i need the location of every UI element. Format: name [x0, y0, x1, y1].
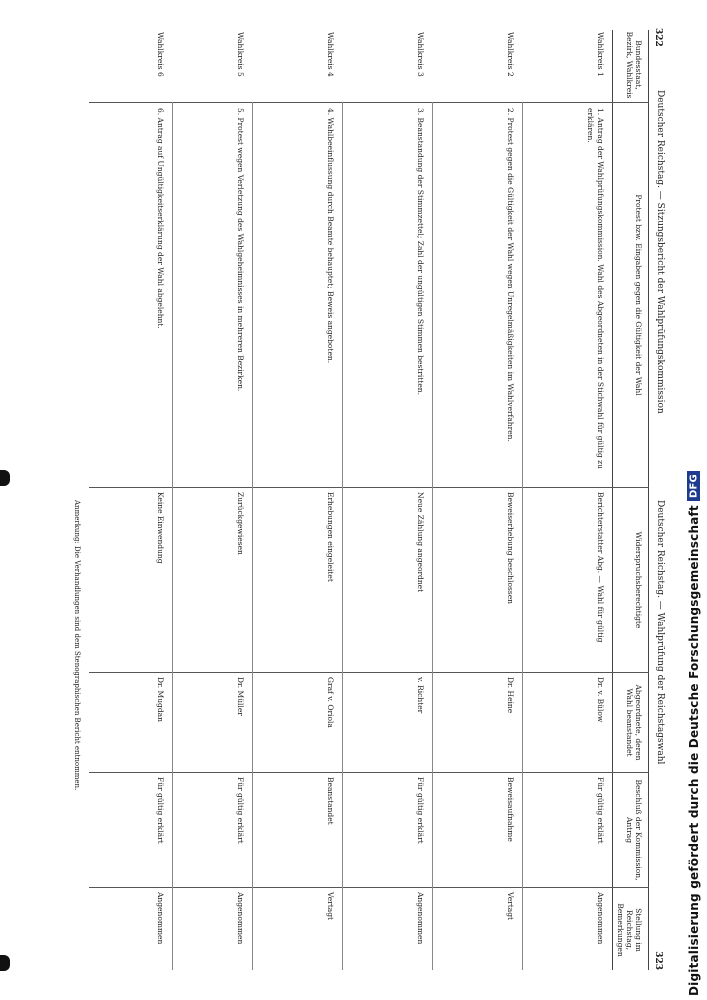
column-divider [89, 487, 649, 488]
column-header: Beschluß der Kommission, Antrag [625, 779, 643, 881]
member-cell: Dr. v. Bülow [596, 677, 605, 723]
note-cell: Angenommen [236, 892, 245, 945]
scan-edge-mark [0, 955, 10, 971]
objection-cell: Zurückgewiesen [236, 492, 245, 555]
district-cell: Wahlkreis 1 [596, 32, 605, 77]
protest-cell: 6. Antrag auf Ungültigkeitserklärung der Wahl abgelehnt. [156, 108, 165, 329]
member-cell: Dr. Müller [236, 677, 245, 716]
decision-cell: Für gültig erklärt [416, 777, 425, 844]
column-divider [89, 772, 649, 773]
member-cell: Dr. Mugdan [156, 677, 165, 722]
scan-edge-mark [0, 470, 10, 486]
decision-cell: Für gültig erklärt [596, 777, 605, 844]
header-bottom-rule [612, 30, 613, 970]
digitization-stamp [683, 6, 705, 996]
protest-cell: 4. Wahlbeeinflussung durch Beamte behauptet; Beweis angeboten. [326, 108, 335, 364]
objection-cell: Erhebungen eingeleitet [326, 492, 335, 582]
stamp-text: Digitalisierung gefördert durch die Deutsche Forschungsgemeinschaft [687, 505, 701, 996]
column-divider [89, 672, 649, 673]
dfg-logo: DFG [688, 471, 701, 501]
objection-cell: Keine Einwendung [156, 492, 165, 564]
district-cell: Wahlkreis 6 [156, 32, 165, 77]
district-cell: Wahlkreis 5 [236, 32, 245, 77]
running-title-right: Deutscher Reichstag. — Wahlprüfung der Reichstagswahl [655, 500, 665, 765]
column-header: Bundesstaat, Bezirk, Wahlkreis [625, 31, 643, 99]
decision-cell: Beanstandet [326, 777, 335, 825]
member-cell: Graf v. Oriola [326, 677, 335, 728]
protest-cell: 2. Protest gegen die Gültigkeit der Wahl wegen Unregelmäßigkeiten im Wahlverfahren. [506, 108, 515, 442]
objection-cell: Neue Zählung angeordnet [416, 492, 425, 593]
column-header: Protest bzw. Eingaben gegen die Gültigkeit der Wahl [634, 194, 643, 396]
column-divider [89, 887, 649, 888]
note-cell: Vertagt [506, 892, 515, 921]
row-rule [522, 102, 523, 970]
column-divider [89, 102, 649, 103]
row-rule [252, 102, 253, 970]
column-header: Abgeordnete, deren Wahl beanstandet [625, 684, 643, 761]
column-header: Stellung im Reichstag, Bemerkungen [616, 903, 643, 957]
member-cell: v. Richter [416, 677, 425, 714]
note-cell: Angenommen [156, 892, 165, 945]
column-header: Widerspruchsberechtigte [634, 531, 643, 629]
objection-cell: Berichterstatter Abg. — Wahl für gültig [596, 492, 605, 643]
objection-cell: Beweiserhebung beschlossen [506, 492, 515, 604]
row-rule [342, 102, 343, 970]
decision-cell: Für gültig erklärt [156, 777, 165, 844]
district-cell: Wahlkreis 3 [416, 32, 425, 77]
district-cell: Wahlkreis 4 [326, 32, 335, 77]
decision-cell: Für gültig erklärt [236, 777, 245, 844]
page-number-right: 323 [653, 951, 663, 970]
running-title-left: Deutscher Reichstag. — Sitzungsbericht der Wahlprüfungskommission [655, 90, 665, 414]
note-cell: Angenommen [596, 892, 605, 945]
footnote: Anmerkung: Die Verhandlungen sind dem Stenographischen Bericht entnommen. [73, 500, 81, 791]
protest-cell: 3. Beanstandung der Stimmzettel; Zahl der ungültigen Stimmen bestritten. [416, 108, 425, 396]
row-rule [172, 102, 173, 970]
header-rule [648, 30, 649, 970]
protest-cell: 1. Antrag der Wahlprüfungskommission. Wahl des Abgeordneten in der Stichwahl für gültig zu erklären. [586, 108, 605, 470]
decision-cell: Beweisaufnahme [506, 777, 515, 842]
district-cell: Wahlkreis 2 [506, 32, 515, 77]
page-number-left: 322 [653, 28, 663, 47]
row-rule [432, 102, 433, 970]
member-cell: Dr. Heine [506, 677, 515, 714]
protest-cell: 5. Protest wegen Verletzung des Wahlgeheimnisses in mehreren Bezirken. [236, 108, 245, 392]
rotated-table-sheet [33, 20, 673, 980]
note-cell: Angenommen [416, 892, 425, 945]
note-cell: Vertagt [326, 892, 335, 921]
